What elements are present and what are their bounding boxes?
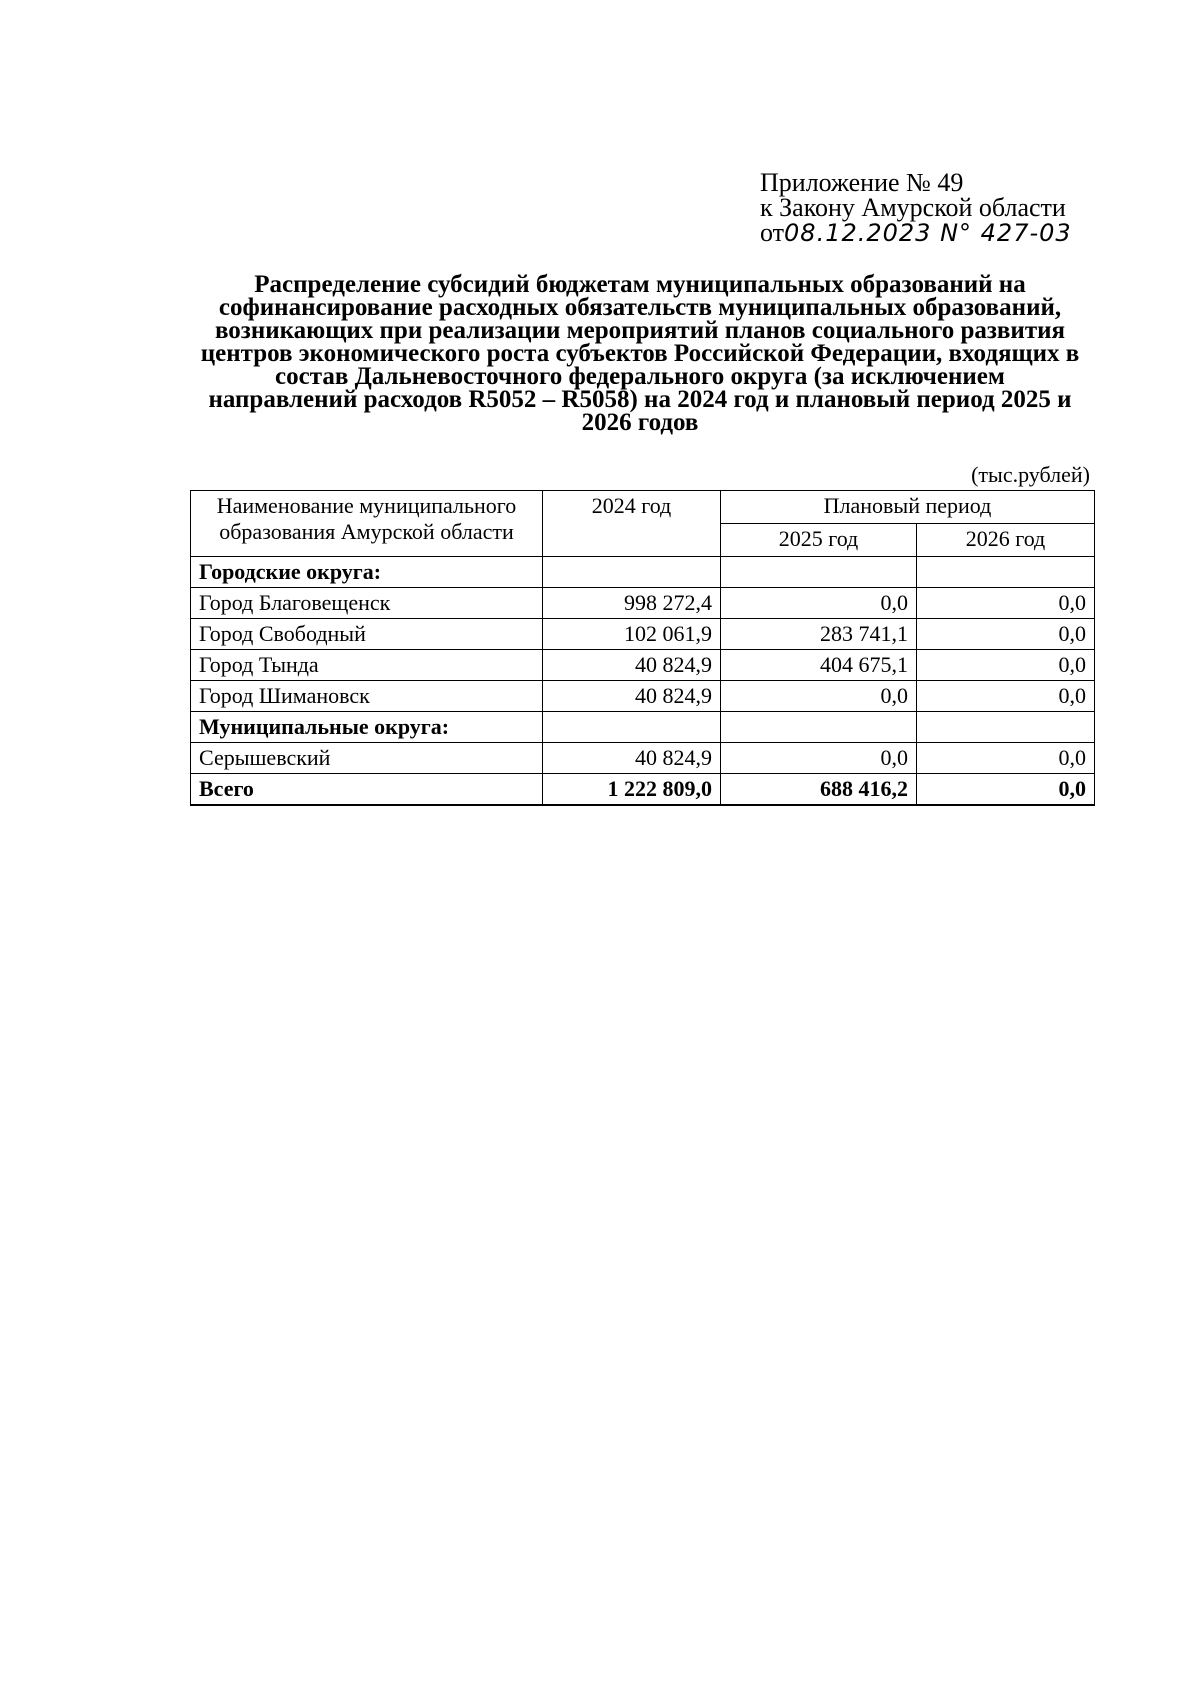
row-2025: 0,0 xyxy=(721,681,917,712)
row-2024: 40 824,9 xyxy=(543,743,721,774)
row-2025 xyxy=(721,557,917,588)
handwritten-date-number: 08.12.2023 N° 427-03 xyxy=(784,219,1072,247)
row-2025: 404 675,1 xyxy=(721,650,917,681)
row-2026: 0,0 xyxy=(917,588,1095,619)
table-row xyxy=(191,588,1095,619)
row-2024: 1 222 809,0 xyxy=(543,774,721,806)
row-2024: 102 061,9 xyxy=(543,619,721,650)
row-2025: 283 741,1 xyxy=(721,619,917,650)
subsidy-table xyxy=(190,490,1095,806)
document-title: Распределение субсидий бюджетам муниципальных образований на софинансирование расходных обязательств муниципальных образований, возникающих при реализации мероприятий планов социального развития центров экономического роста субъектов Российской Федерации, входящих в состав Дальневосточного федерального округа (за исключением направлений расходов R5052 – R5058) на 2024 год и плановый период 2025 и 2026 годов xyxy=(200,271,1080,436)
row-name: Город Благовещенск xyxy=(191,588,543,619)
header-2026: 2026 год xyxy=(917,524,1095,557)
row-name: Город Свободный xyxy=(191,619,543,650)
header-2025: 2025 год xyxy=(721,524,917,557)
header-plan-period: Плановый период xyxy=(721,491,1095,524)
table-row xyxy=(191,743,1095,774)
annex-date-prefix: от xyxy=(760,218,785,247)
row-2025: 0,0 xyxy=(721,743,917,774)
table-row-group-header xyxy=(191,557,1095,588)
row-2024: 998 272,4 xyxy=(543,588,721,619)
row-name: Город Шимановск xyxy=(191,681,543,712)
row-2024: 40 824,9 xyxy=(543,650,721,681)
row-2024 xyxy=(543,712,721,743)
row-2025: 688 416,2 xyxy=(721,774,917,806)
annex-date-line xyxy=(760,220,1072,246)
row-name: Городские округа: xyxy=(191,557,543,588)
table-row xyxy=(191,650,1095,681)
row-2026: 0,0 xyxy=(917,743,1095,774)
annex-block xyxy=(760,170,1072,246)
row-2026: 0,0 xyxy=(917,650,1095,681)
annex-law-reference: к Закону Амурской области xyxy=(760,193,1066,222)
table-row xyxy=(191,681,1095,712)
table-header-row xyxy=(191,491,1095,524)
row-name: Всего xyxy=(191,774,543,806)
row-name: Город Тында xyxy=(191,650,543,681)
row-2026: 0,0 xyxy=(917,681,1095,712)
table-row xyxy=(191,619,1095,650)
row-2024 xyxy=(543,557,721,588)
row-name: Серышевский xyxy=(191,743,543,774)
header-2024: 2024 год xyxy=(543,491,721,557)
row-2025: 0,0 xyxy=(721,588,917,619)
row-2026: 0,0 xyxy=(917,619,1095,650)
row-2024: 40 824,9 xyxy=(543,681,721,712)
header-municipality: Наименование муниципального образования Амурской области xyxy=(191,491,543,557)
table-row-group-header xyxy=(191,712,1095,743)
annex-number: Приложение № 49 xyxy=(760,168,964,197)
row-name: Муниципальные округа: xyxy=(191,712,543,743)
table-row-total xyxy=(191,774,1095,806)
row-2026: 0,0 xyxy=(917,774,1095,806)
row-2025 xyxy=(721,712,917,743)
row-2026 xyxy=(917,557,1095,588)
units-label: (тыс.рублей) xyxy=(971,462,1090,487)
row-2026 xyxy=(917,712,1095,743)
